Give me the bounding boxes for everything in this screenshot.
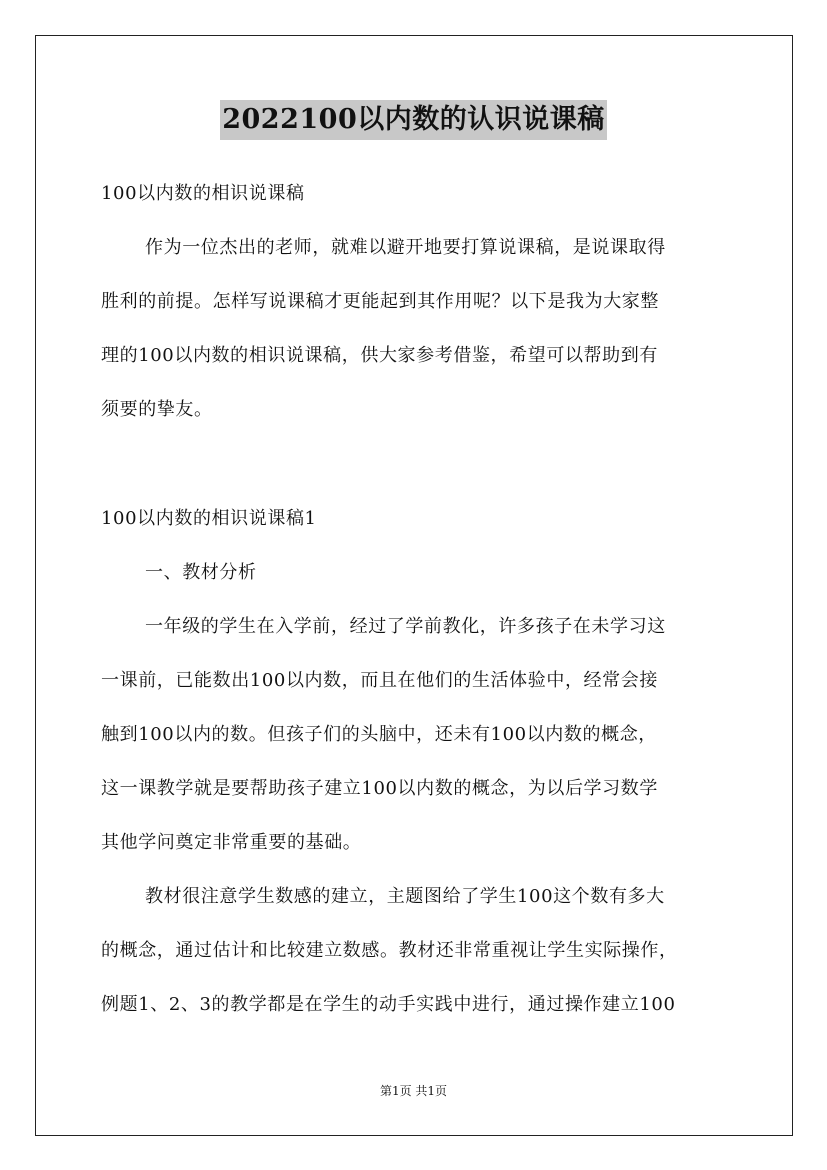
intro-line: 须要的挚友。 [101, 399, 213, 420]
intro-line: 胜利的前提。怎样写说课稿才更能起到其作用呢？以下是我为大家整 [101, 291, 659, 312]
page-title: 2022100以内数的认识说课稿 [220, 100, 607, 140]
paragraph-line: 教材很注意学生数感的建立，主题图给了学生100这个数有多大 [145, 886, 665, 907]
paragraph-line: 这一课教学就是要帮助孩子建立100以内数的概念，为以后学习数学 [101, 778, 658, 799]
section-title: 100以内数的相识说课稿1 [101, 508, 317, 529]
paragraph-line: 例题1、2、3的教学都是在学生的动手实践中进行，通过操作建立100 [101, 994, 676, 1015]
intro-line: 理的100以内数的相识说课稿，供大家参考借鉴，希望可以帮助到有 [101, 345, 658, 366]
paragraph-line: 触到100以内的数。但孩子们的头脑中，还未有100以内数的概念， [101, 724, 657, 745]
page-footer: 第1页 共1页 [379, 1084, 448, 1098]
subtitle: 100以内数的相识说课稿 [101, 183, 305, 204]
paragraph-line: 其他学问奠定非常重要的基础。 [101, 832, 362, 853]
intro-line: 作为一位杰出的老师，就难以避开地要打算说课稿，是说课取得 [145, 237, 666, 258]
section-heading: 一、教材分析 [145, 562, 257, 583]
paragraph-line: 一课前，已能数出100以内数，而且在他们的生活体验中，经常会接 [101, 670, 658, 691]
paragraph-line: 的概念，通过估计和比较建立数感。教材还非常重视让学生实际操作， [101, 940, 678, 961]
paragraph-line: 一年级的学生在入学前，经过了学前教化，许多孩子在未学习这 [145, 616, 666, 637]
